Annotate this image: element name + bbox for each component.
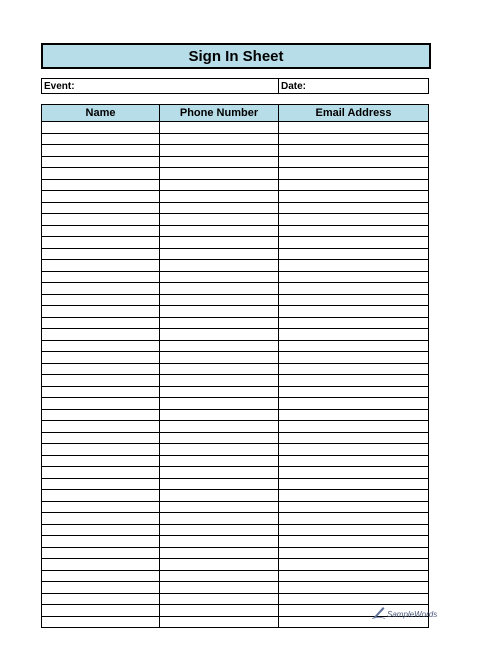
cell-phone[interactable] <box>160 524 279 536</box>
table-row <box>42 455 429 467</box>
table-row <box>42 156 429 168</box>
cell-phone[interactable] <box>160 340 279 352</box>
table-row <box>42 524 429 536</box>
cell-phone[interactable] <box>160 421 279 433</box>
brand-logo <box>372 605 437 619</box>
table-row <box>42 547 429 559</box>
cell-phone[interactable] <box>160 547 279 559</box>
table-row <box>42 248 429 260</box>
cell-email[interactable] <box>279 444 429 456</box>
event-date-row <box>41 78 429 94</box>
cell-email[interactable] <box>279 179 429 191</box>
cell-email[interactable] <box>279 501 429 513</box>
cell-name[interactable] <box>42 421 160 433</box>
cell-name[interactable] <box>42 386 160 398</box>
cell-email[interactable] <box>279 329 429 341</box>
cell-email[interactable] <box>279 248 429 260</box>
cell-name[interactable] <box>42 605 160 617</box>
table-row <box>42 421 429 433</box>
cell-email[interactable] <box>279 214 429 226</box>
cell-phone[interactable] <box>160 616 279 628</box>
cell-email[interactable] <box>279 225 429 237</box>
cell-phone[interactable] <box>160 271 279 283</box>
cell-email[interactable] <box>279 271 429 283</box>
cell-name[interactable] <box>42 455 160 467</box>
table-row <box>42 559 429 571</box>
pen-icon <box>372 605 386 619</box>
sheet-title: Sign In Sheet <box>41 43 431 69</box>
table-row <box>42 375 429 387</box>
table-row <box>42 409 429 421</box>
cell-name[interactable] <box>42 191 160 203</box>
table-row <box>42 168 429 180</box>
cell-name[interactable] <box>42 444 160 456</box>
event-field[interactable] <box>42 79 279 93</box>
cell-phone[interactable] <box>160 214 279 226</box>
cell-phone[interactable] <box>160 329 279 341</box>
table-row <box>42 340 429 352</box>
cell-name[interactable] <box>42 225 160 237</box>
cell-phone[interactable] <box>160 306 279 318</box>
cell-email[interactable] <box>279 237 429 249</box>
cell-phone[interactable] <box>160 225 279 237</box>
table-row <box>42 570 429 582</box>
cell-name[interactable] <box>42 306 160 318</box>
cell-name[interactable] <box>42 133 160 145</box>
cell-email[interactable] <box>279 306 429 318</box>
cell-phone[interactable] <box>160 363 279 375</box>
cell-phone[interactable] <box>160 133 279 145</box>
cell-name[interactable] <box>42 593 160 605</box>
column-header-name: Name <box>42 105 160 122</box>
table-row <box>42 191 429 203</box>
cell-email[interactable] <box>279 582 429 594</box>
cell-phone[interactable] <box>160 237 279 249</box>
cell-name[interactable] <box>42 156 160 168</box>
brand-text: SampleWords <box>387 610 438 619</box>
cell-email[interactable] <box>279 122 429 134</box>
cell-email[interactable] <box>279 409 429 421</box>
cell-name[interactable] <box>42 582 160 594</box>
cell-email[interactable] <box>279 547 429 559</box>
cell-email[interactable] <box>279 294 429 306</box>
column-header-email: Email Address <box>279 105 429 122</box>
cell-name[interactable] <box>42 363 160 375</box>
cell-name[interactable] <box>42 536 160 548</box>
table-row <box>42 444 429 456</box>
cell-email[interactable] <box>279 559 429 571</box>
cell-phone[interactable] <box>160 122 279 134</box>
cell-name[interactable] <box>42 260 160 272</box>
cell-name[interactable] <box>42 214 160 226</box>
cell-email[interactable] <box>279 467 429 479</box>
cell-email[interactable] <box>279 363 429 375</box>
event-label: Event: <box>44 80 75 92</box>
table-row <box>42 271 429 283</box>
cell-name[interactable] <box>42 616 160 628</box>
table-row <box>42 386 429 398</box>
cell-phone[interactable] <box>160 260 279 272</box>
cell-email[interactable] <box>279 421 429 433</box>
cell-phone[interactable] <box>160 179 279 191</box>
table-row <box>42 133 429 145</box>
cell-name[interactable] <box>42 398 160 410</box>
cell-phone[interactable] <box>160 145 279 157</box>
cell-email[interactable] <box>279 455 429 467</box>
cell-phone[interactable] <box>160 317 279 329</box>
cell-name[interactable] <box>42 122 160 134</box>
cell-phone[interactable] <box>160 398 279 410</box>
cell-phone[interactable] <box>160 582 279 594</box>
cell-name[interactable] <box>42 179 160 191</box>
table-row <box>42 317 429 329</box>
cell-email[interactable] <box>279 283 429 295</box>
cell-name[interactable] <box>42 490 160 502</box>
cell-name[interactable] <box>42 317 160 329</box>
table-row <box>42 145 429 157</box>
table-row <box>42 467 429 479</box>
cell-name[interactable] <box>42 524 160 536</box>
cell-name[interactable] <box>42 501 160 513</box>
cell-name[interactable] <box>42 375 160 387</box>
cell-email[interactable] <box>279 490 429 502</box>
cell-name[interactable] <box>42 329 160 341</box>
cell-email[interactable] <box>279 432 429 444</box>
date-field[interactable] <box>279 79 428 93</box>
cell-email[interactable] <box>279 317 429 329</box>
table-row <box>42 513 429 525</box>
cell-email[interactable] <box>279 168 429 180</box>
table-row <box>42 582 429 594</box>
cell-email[interactable] <box>279 593 429 605</box>
cell-email[interactable] <box>279 145 429 157</box>
cell-phone[interactable] <box>160 156 279 168</box>
cell-phone[interactable] <box>160 536 279 548</box>
table-row <box>42 237 429 249</box>
table-row <box>42 202 429 214</box>
cell-email[interactable] <box>279 478 429 490</box>
table-row <box>42 352 429 364</box>
cell-email[interactable] <box>279 133 429 145</box>
cell-phone[interactable] <box>160 455 279 467</box>
table-row <box>42 398 429 410</box>
table-row <box>42 306 429 318</box>
cell-email[interactable] <box>279 260 429 272</box>
table-row <box>42 432 429 444</box>
cell-phone[interactable] <box>160 444 279 456</box>
cell-phone[interactable] <box>160 490 279 502</box>
cell-name[interactable] <box>42 248 160 260</box>
cell-phone[interactable] <box>160 386 279 398</box>
table-row <box>42 260 429 272</box>
cell-name[interactable] <box>42 352 160 364</box>
table-row <box>42 616 429 628</box>
cell-name[interactable] <box>42 145 160 157</box>
table-header-row <box>42 105 429 122</box>
cell-email[interactable] <box>279 513 429 525</box>
cell-phone[interactable] <box>160 202 279 214</box>
cell-phone[interactable] <box>160 559 279 571</box>
cell-email[interactable] <box>279 524 429 536</box>
cell-phone[interactable] <box>160 283 279 295</box>
cell-phone[interactable] <box>160 605 279 617</box>
table-row <box>42 214 429 226</box>
table-row <box>42 329 429 341</box>
cell-phone[interactable] <box>160 375 279 387</box>
cell-phone[interactable] <box>160 191 279 203</box>
cell-name[interactable] <box>42 237 160 249</box>
table-row <box>42 605 429 617</box>
date-label: Date: <box>281 80 307 92</box>
table-row <box>42 593 429 605</box>
cell-email[interactable] <box>279 375 429 387</box>
sign-in-table <box>41 104 429 628</box>
cell-name[interactable] <box>42 168 160 180</box>
cell-phone[interactable] <box>160 294 279 306</box>
cell-phone[interactable] <box>160 168 279 180</box>
table-row <box>42 179 429 191</box>
cell-phone[interactable] <box>160 352 279 364</box>
cell-phone[interactable] <box>160 432 279 444</box>
cell-name[interactable] <box>42 294 160 306</box>
cell-email[interactable] <box>279 536 429 548</box>
table-row <box>42 536 429 548</box>
table-row <box>42 294 429 306</box>
cell-email[interactable] <box>279 156 429 168</box>
cell-phone[interactable] <box>160 570 279 582</box>
cell-name[interactable] <box>42 478 160 490</box>
cell-name[interactable] <box>42 202 160 214</box>
cell-name[interactable] <box>42 340 160 352</box>
cell-email[interactable] <box>279 340 429 352</box>
table-row <box>42 478 429 490</box>
cell-email[interactable] <box>279 202 429 214</box>
cell-name[interactable] <box>42 409 160 421</box>
cell-email[interactable] <box>279 570 429 582</box>
cell-phone[interactable] <box>160 409 279 421</box>
cell-phone[interactable] <box>160 248 279 260</box>
table-row <box>42 225 429 237</box>
cell-phone[interactable] <box>160 467 279 479</box>
table-row <box>42 490 429 502</box>
cell-name[interactable] <box>42 432 160 444</box>
cell-email[interactable] <box>279 352 429 364</box>
cell-phone[interactable] <box>160 478 279 490</box>
cell-email[interactable] <box>279 191 429 203</box>
cell-name[interactable] <box>42 570 160 582</box>
cell-phone[interactable] <box>160 593 279 605</box>
column-header-phone: Phone Number <box>160 105 279 122</box>
cell-email[interactable] <box>279 386 429 398</box>
table-row <box>42 283 429 295</box>
cell-name[interactable] <box>42 559 160 571</box>
table-row <box>42 122 429 134</box>
cell-name[interactable] <box>42 467 160 479</box>
cell-phone[interactable] <box>160 513 279 525</box>
cell-email[interactable] <box>279 398 429 410</box>
table-row <box>42 501 429 513</box>
cell-phone[interactable] <box>160 501 279 513</box>
cell-name[interactable] <box>42 283 160 295</box>
cell-name[interactable] <box>42 513 160 525</box>
cell-name[interactable] <box>42 547 160 559</box>
cell-name[interactable] <box>42 271 160 283</box>
table-row <box>42 363 429 375</box>
